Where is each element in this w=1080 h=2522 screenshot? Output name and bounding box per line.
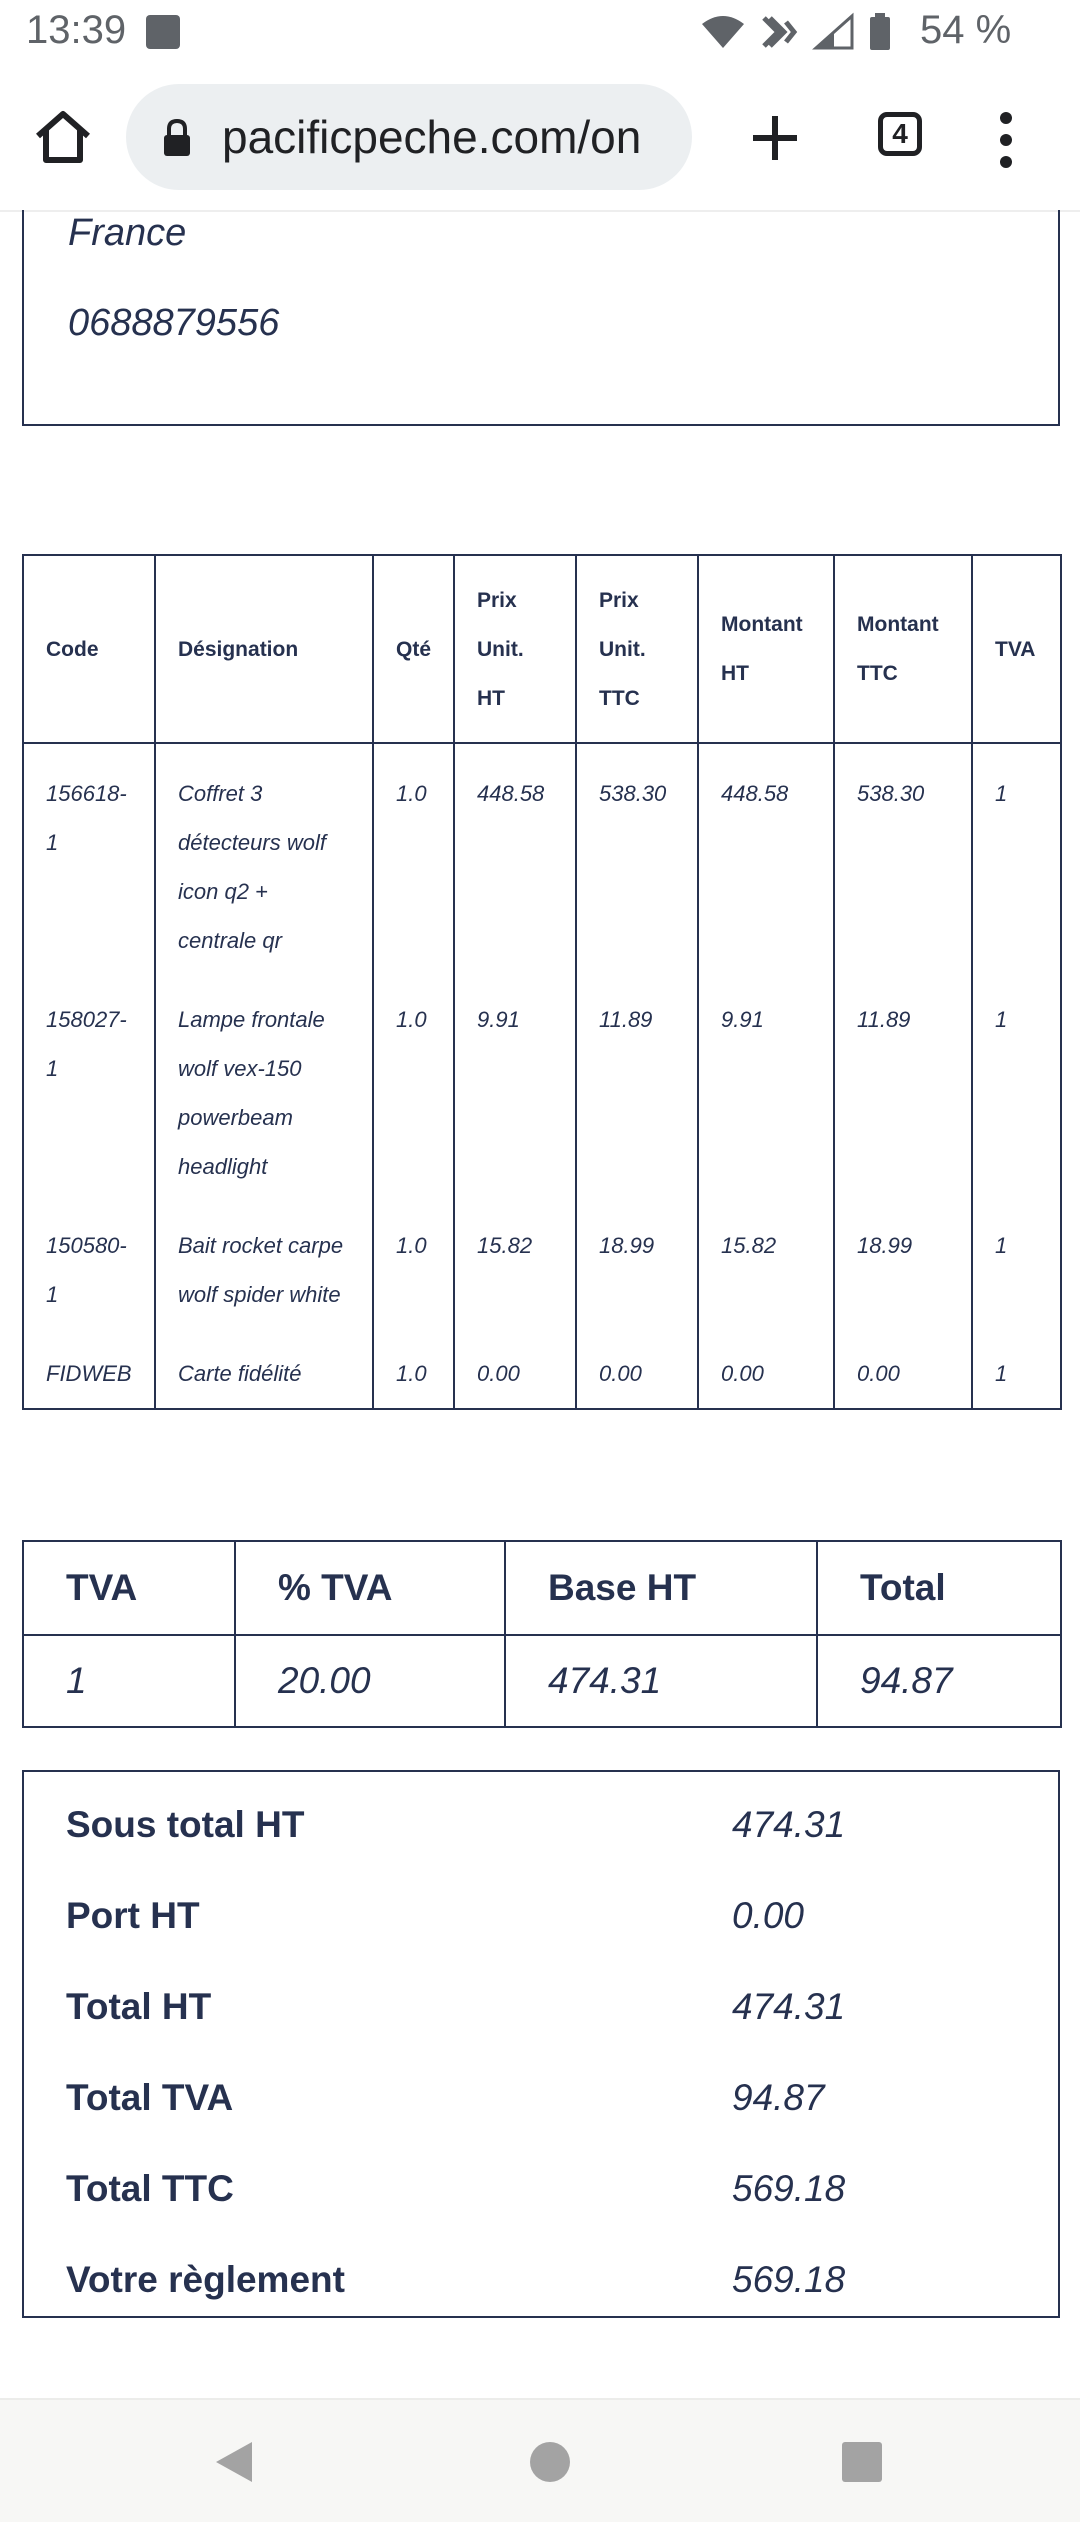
address-bar[interactable] (126, 84, 692, 190)
col-header-unit-price-ht: Prix Unit. HT (454, 555, 576, 743)
cell-unit-price-ttc: 11.89 (576, 995, 698, 1221)
totals-row-subtotal-ht (24, 1804, 1058, 1864)
vat-row (23, 1635, 1061, 1727)
page-content[interactable] (0, 210, 1080, 2400)
address-phone: 0688879556 (68, 302, 280, 344)
cell-qty: 1.0 (373, 1349, 454, 1409)
totals-value: 569.18 (732, 2168, 846, 2209)
vat-col-header: % TVA (235, 1541, 505, 1635)
cell-designation: Lampe frontale wolf vex-150 powerbeam headlight (155, 995, 373, 1221)
cell-code: 150580- 1 (23, 1221, 155, 1349)
vat-col-header: Base HT (505, 1541, 817, 1635)
home-icon[interactable] (30, 104, 96, 170)
totals-value: 94.87 (732, 2077, 825, 2118)
col-header-qty: Qté (373, 555, 454, 743)
cell-designation: Bait rocket carpe wolf spider white (155, 1221, 373, 1349)
items-header-row (23, 555, 1061, 743)
cell-tva: 1 (972, 1349, 1061, 1409)
totals-label: Sous total HT (66, 1804, 305, 1845)
vat-cell: 474.31 (505, 1635, 817, 1727)
totals-value: 0.00 (732, 1895, 805, 1936)
wifi-icon (700, 12, 746, 52)
vat-cell: 20.00 (235, 1635, 505, 1727)
totals-row-shipping-ht (24, 1895, 1058, 1955)
cell-amount-ht: 448.58 (698, 743, 834, 995)
cell-tva: 1 (972, 995, 1061, 1221)
cell-code: FIDWEB (23, 1349, 155, 1409)
status-icons (700, 10, 892, 54)
table-row (23, 1221, 1061, 1349)
totals-row-total-ht (24, 1986, 1058, 2046)
cell-amount-ttc: 0.00 (834, 1349, 972, 1409)
totals-row-payment (24, 2259, 1058, 2319)
battery-percent: 54 % (920, 8, 1012, 52)
back-icon[interactable] (212, 2440, 256, 2484)
table-row (23, 995, 1061, 1221)
cell-amount-ttc: 11.89 (834, 995, 972, 1221)
address-country: France (68, 212, 187, 254)
cell-unit-price-ttc: 538.30 (576, 743, 698, 995)
cell-unit-price-ht: 0.00 (454, 1349, 576, 1409)
table-row (23, 743, 1061, 995)
vat-cell: 94.87 (817, 1635, 1061, 1727)
totals-label: Total TTC (66, 2168, 234, 2209)
order-totals-box (22, 1770, 1060, 2318)
vat-summary-table (22, 1540, 1062, 1728)
cell-tva: 1 (972, 1221, 1061, 1349)
col-header-tva: TVA (972, 555, 1061, 743)
cell-amount-ht: 15.82 (698, 1221, 834, 1349)
new-tab-icon[interactable] (745, 108, 805, 168)
totals-label: Port HT (66, 1895, 200, 1936)
totals-label: Total HT (66, 1986, 212, 2027)
home-nav-icon[interactable] (528, 2440, 572, 2484)
totals-value: 569.18 (732, 2259, 846, 2300)
notification-app-icon (146, 15, 180, 49)
signal-icon (812, 12, 858, 52)
totals-label: Votre règlement (66, 2259, 345, 2300)
col-header-designation: Désignation (155, 555, 373, 743)
cell-designation: Carte fidélité (155, 1349, 373, 1409)
cell-unit-price-ttc: 0.00 (576, 1349, 698, 1409)
recents-icon[interactable] (840, 2440, 884, 2484)
col-header-unit-price-ttc: Prix Unit. TTC (576, 555, 698, 743)
vat-col-header: TVA (23, 1541, 235, 1635)
vat-header-row (23, 1541, 1061, 1635)
url-text: pacificpeche.com/on (222, 111, 642, 163)
vibrate-icon (756, 12, 802, 52)
cell-code: 158027- 1 (23, 995, 155, 1221)
cell-unit-price-ht: 9.91 (454, 995, 576, 1221)
cell-unit-price-ttc: 18.99 (576, 1221, 698, 1349)
cell-code: 156618- 1 (23, 743, 155, 995)
cell-unit-price-ht: 448.58 (454, 743, 576, 995)
totals-row-total-tva (24, 2077, 1058, 2137)
col-header-code: Code (23, 555, 155, 743)
system-navigation-bar (0, 2398, 1080, 2522)
table-row (23, 1349, 1061, 1409)
status-bar (0, 0, 1080, 64)
cell-designation: Coffret 3 détecteurs wolf icon q2 + centrale qr (155, 743, 373, 995)
cell-unit-price-ht: 15.82 (454, 1221, 576, 1349)
col-header-amount-ttc: Montant TTC (834, 555, 972, 743)
more-options-icon[interactable] (994, 110, 1018, 170)
vat-cell: 1 (23, 1635, 235, 1727)
cell-amount-ttc: 538.30 (834, 743, 972, 995)
battery-icon (868, 12, 892, 52)
col-header-amount-ht: Montant HT (698, 555, 834, 743)
status-time: 13:39 (26, 8, 127, 52)
totals-label: Total TVA (66, 2077, 234, 2118)
order-items-table (22, 554, 1062, 1410)
vat-col-header: Total (817, 1541, 1061, 1635)
totals-value: 474.31 (732, 1804, 846, 1845)
cell-amount-ht: 9.91 (698, 995, 834, 1221)
totals-row-total-ttc (24, 2168, 1058, 2228)
cell-qty: 1.0 (373, 995, 454, 1221)
browser-toolbar (0, 64, 1080, 212)
tab-switcher-button[interactable]: 4 (878, 112, 922, 156)
cell-qty: 1.0 (373, 743, 454, 995)
cell-qty: 1.0 (373, 1221, 454, 1349)
billing-address-box (22, 210, 1060, 426)
cell-tva: 1 (972, 743, 1061, 995)
totals-value: 474.31 (732, 1986, 846, 2027)
lock-icon (162, 118, 192, 158)
cell-amount-ttc: 18.99 (834, 1221, 972, 1349)
cell-amount-ht: 0.00 (698, 1349, 834, 1409)
